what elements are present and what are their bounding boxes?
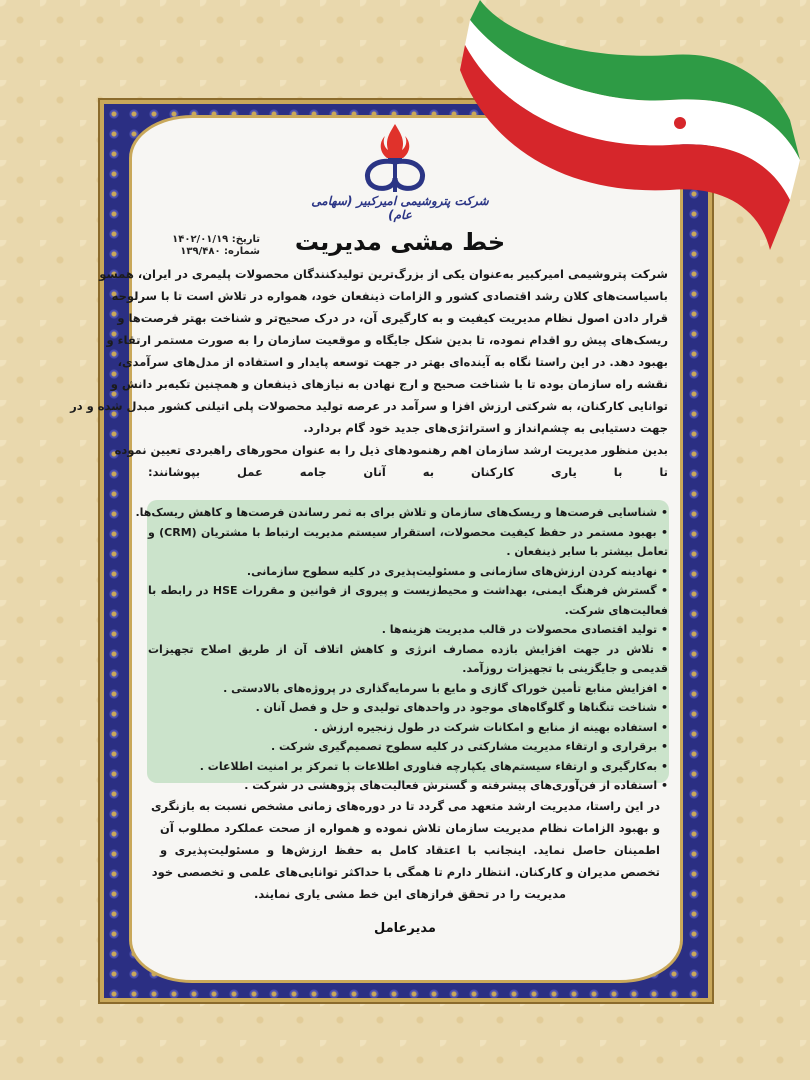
text-line: قرار دادن اصول نظام مدیریت کیفیت و به کارگیری آن، در درک صحیح‌تر و شناخت بهتر فرصت‌ها و	[117, 311, 668, 325]
text-line: شرکت پتروشیمی امیرکبیر به‌عنوان یکی از بزرگ‌ترین تولیدکنندگان محصولات پلیمری در ایران، همسو	[99, 267, 668, 281]
text-line: و بهبود الزامات نظام مدیریت سازمان تلاش نموده و همواره از صحت عملکرد مطلوب آن	[160, 821, 660, 835]
text-line: جهت دستیابی به چشم‌انداز و استراتژی‌های جدید خود گام بردارد.	[303, 421, 668, 435]
list-item: • بهبود مستمر در حفظ کیفیت محصولات، استقرار سیستم مدیریت ارتباط با مشتریان (CRM) و	[148, 525, 668, 539]
list-item: • تلاش در جهت افزایش بازده مصارف انرژی و کاهش اتلاف آن از طریق اصلاح تجهیزات	[148, 642, 668, 656]
list-item-continuation: تعامل بیشتر با سایر ذینفعان .	[506, 545, 668, 558]
text-line: بدین منظور مدیریت ارشد سازمان اهم رهنمودهای ذیل را به عنوان محورهای راهبردی تعیین نموده	[114, 443, 668, 457]
list-item: • استفاده از فن‌آوری‌های پیشرفته و گسترش فعالیت‌های پژوهشی در شرکت .	[244, 779, 668, 792]
company-name: شرکت پتروشیمی امیرکبیر (سهامی عام)	[311, 194, 489, 222]
iran-flag-ribbon-icon	[470, 0, 810, 260]
text-line: ریسک‌های پیش رو اقدام نموده، تا بدین شکل جایگاه و موقعیت سازمان را به صورت مستمر ارتقاء و	[106, 333, 668, 347]
text-line: تا با یاری کارکنان به آنان جامه عمل بپوشانند:	[148, 465, 668, 479]
list-item: • استفاده بهینه از منابع و امکانات شرکت در طول زنجیره ارزش .	[313, 720, 668, 734]
number-label: شماره: ۱۳۹/۴۸۰	[180, 246, 260, 257]
text-line: توانایی کارکنان، به شرکتی ارزش افزا و سرآمد در عرصه تولید محصولات پلی اتیلنی کشور مبدل شده و در	[70, 399, 668, 413]
list-item: • تولید اقتصادی محصولات در قالب مدیریت هزینه‌ها .	[381, 623, 668, 636]
list-item: • برقراری و ارتقاء مدیریت مشارکتی در کلیه سطوح تصمیم‌گیری شرکت .	[270, 740, 668, 753]
list-item-continuation: فعالیت‌های شرکت.	[564, 603, 668, 617]
text-line: بهبود دهد. در این راستا نگاه به آینده‌ای بهتر در جهت توسعه پایدار و استفاده از مدل‌های سرآمدی،	[117, 355, 668, 369]
list-item: • گسترش فرهنگ ایمنی، بهداشت و محیط‌زیست و پیروی از قوانین و مقررات HSE در رابطه با	[148, 584, 668, 597]
flame-logo-icon	[355, 122, 435, 194]
text-line: مدیریت را در تحقق فرازهای این خط مشی یاری نمایند.	[253, 887, 566, 901]
page-title: خط مشی مدیریت	[294, 228, 506, 256]
document-meta	[150, 234, 260, 258]
date-label: تاریخ: ۱۴۰۲/۰۱/۱۹	[172, 234, 260, 245]
closing-paragraph	[150, 795, 660, 905]
text-line: در این راستا، مدیریت ارشد متعهد می گردد تا در دوره‌های زمانی مشخص نسبت به بازنگری	[150, 799, 660, 813]
text-line: باسیاست‌های کلان رشد اقتصادی کشور و الزامات ذینفعان خود، همواره در تلاش است تا با سرلوحه	[111, 289, 668, 303]
text-line: نقشه راه سازمان بوده تا با شناخت صحیح و ارج نهادن به نیازهای ذینفعان و همچنین تکیه‌بر دانش و	[110, 377, 668, 391]
guidelines-list	[135, 503, 668, 796]
intro-paragraph	[70, 263, 668, 483]
list-item: • به‌کارگیری و ارتقاء سیستم‌های یکپارچه فناوری اطلاعات با تمرکز بر امنیت اطلاعات .	[199, 759, 668, 773]
list-item: • شناسایی فرصت‌ها و ریسک‌های سازمان و تلاش برای به ثمر رساندن فرصت‌ها و کاهش ریسک‌ها.	[135, 506, 668, 519]
list-item: • نهادینه کردن ارزش‌های سازمانی و مسئولیت‌پذیری در کلیه سطوح سازمانی.	[246, 564, 668, 578]
signature-title: مدیرعامل	[374, 921, 436, 936]
text-line: تخصص مدیران و کارکنان. انتظار دارم تا همگی با حداکثر توانایی‌های علمی و تخصصی خود	[151, 865, 660, 879]
text-line: اطمینان حاصل نماید. اینجانب با اعتقاد کامل به حفظ ارزش‌ها و مسئولیت‌پذیری و	[160, 843, 660, 857]
list-item: • شناخت تنگناها و گلوگاه‌های موجود در واحدهای تولیدی و حل و فصل آنان .	[255, 701, 668, 714]
list-item-continuation: قدیمی و جایگزینی با تجهیزات روزآمد.	[462, 662, 668, 675]
list-item: • افزایش منابع تأمین خوراک گازی و مایع با سرمایه‌گذاری در پروژه‌های بالادستی .	[223, 681, 668, 695]
